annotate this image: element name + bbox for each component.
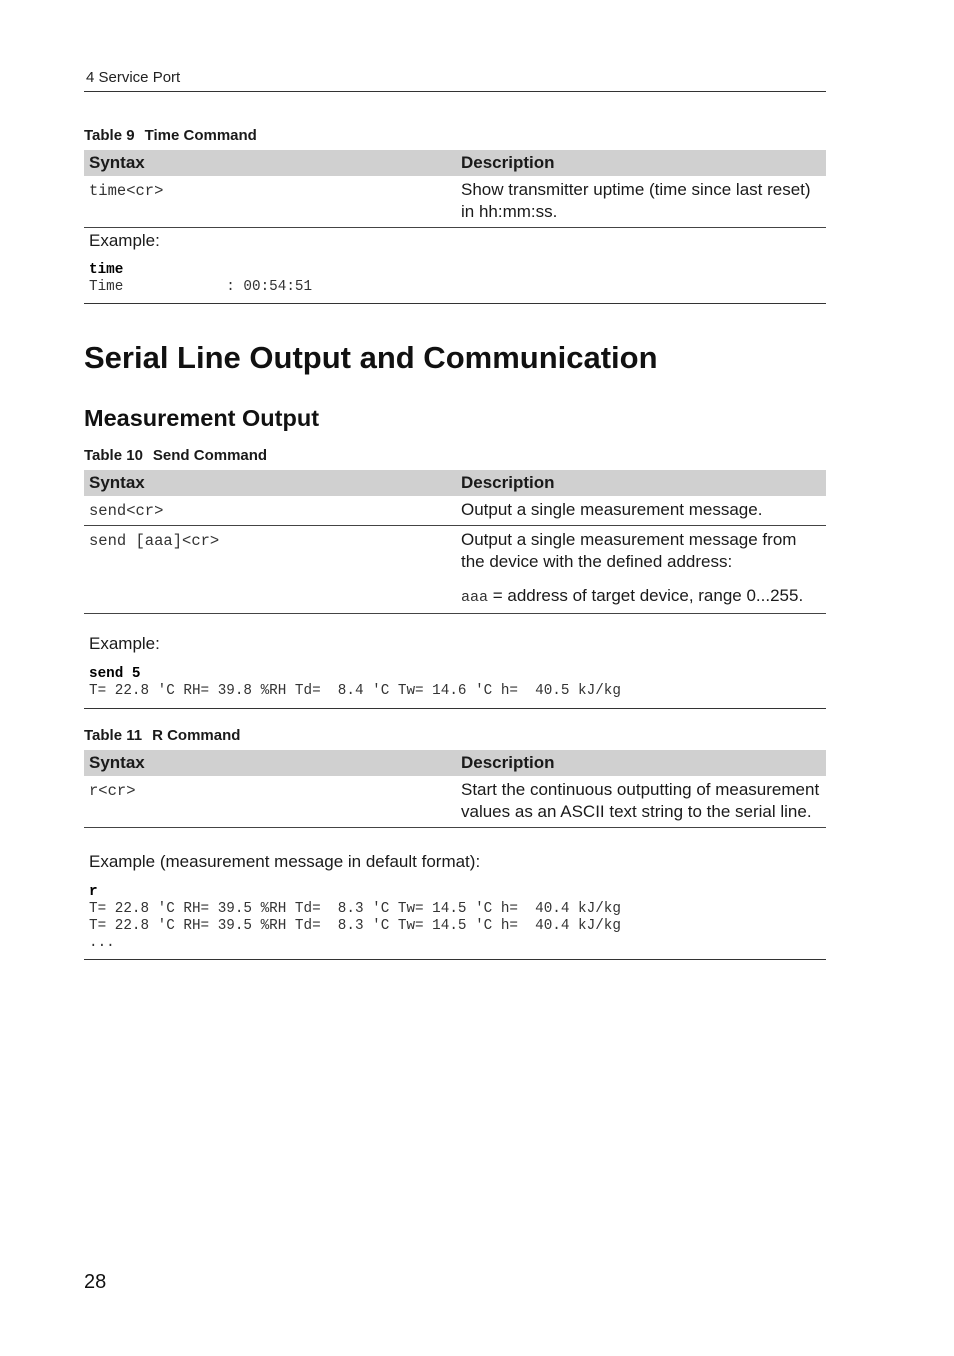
table10-header-row: [84, 470, 826, 496]
param-text: = address of target device, range 0...255.: [488, 586, 804, 605]
table11-header-syntax: Syntax: [84, 750, 456, 776]
syntax-cell: time<cr>: [89, 182, 164, 200]
running-header: 4 Service Port: [86, 69, 181, 86]
table11-example: [84, 851, 826, 960]
table9-header-description: Description: [456, 150, 826, 176]
syntax-cell: send<cr>: [89, 502, 164, 520]
example-output-line: Time : 00:54:51: [89, 279, 313, 295]
table10-caption: [84, 447, 277, 464]
table9-caption-title: Time Command: [144, 127, 257, 144]
table11-caption-number: Table 11: [84, 727, 143, 744]
table10-header-description: Description: [456, 470, 826, 496]
description-cell: Output a single measurement message.: [456, 496, 826, 526]
table10-caption-number: Table 10: [84, 447, 143, 464]
example-command: send 5: [89, 666, 141, 682]
example-output-line: T= 22.8 'C RH= 39.8 %RH Td= 8.4 'C Tw= 14.6 'C h= 40.5 kJ/kg: [89, 683, 621, 699]
table10-caption-title: Send Command: [152, 447, 268, 464]
table9: [84, 150, 826, 228]
page-number: 28: [84, 1271, 107, 1293]
table9-header-row: [84, 150, 826, 176]
example-command: r: [89, 884, 98, 900]
table-row: [84, 776, 826, 828]
table11-caption: [84, 727, 250, 744]
example-output-ellipsis: ...: [89, 935, 115, 951]
table9-caption: [84, 127, 267, 144]
description-cell: Show transmitter uptime (time since last reset) in hh:mm:ss.: [456, 176, 826, 228]
table11: [84, 750, 826, 828]
example-label: Example (measurement message in default format):: [89, 852, 481, 871]
syntax-cell: r<cr>: [89, 782, 136, 800]
param-description: [461, 585, 821, 609]
section-title: Serial Line Output and Communication: [84, 340, 658, 375]
description-cell: Start the continuous outputting of measurement values as an ASCII text string to the serial line.: [456, 776, 826, 828]
table-row: [84, 496, 826, 526]
table-row: [84, 176, 826, 228]
table11-caption-title: R Command: [152, 727, 241, 744]
example-output-line: T= 22.8 'C RH= 39.5 %RH Td= 8.3 'C Tw= 14.5 'C h= 40.4 kJ/kg: [89, 901, 621, 917]
table10: [84, 470, 826, 614]
table11-header-row: [84, 750, 826, 776]
description-cell: Output a single measurement message from the device with the defined address:: [461, 530, 797, 571]
syntax-cell: send [aaa]<cr>: [89, 532, 220, 550]
example-label: Example:: [89, 231, 160, 250]
table9-example: [84, 229, 826, 304]
table10-header-syntax: Syntax: [84, 470, 456, 496]
example-label: Example:: [89, 634, 160, 653]
header-rule: [84, 91, 826, 92]
subsection-title: Measurement Output: [84, 405, 320, 431]
table-row: [84, 526, 826, 614]
table9-header-syntax: Syntax: [84, 150, 456, 176]
example-command: time: [89, 262, 124, 278]
table10-example: [84, 633, 826, 709]
example-output-line: T= 22.8 'C RH= 39.5 %RH Td= 8.3 'C Tw= 14.5 'C h= 40.4 kJ/kg: [89, 918, 621, 934]
table9-caption-number: Table 9: [84, 127, 135, 144]
param-code: aaa: [461, 589, 489, 606]
table11-header-description: Description: [456, 750, 826, 776]
